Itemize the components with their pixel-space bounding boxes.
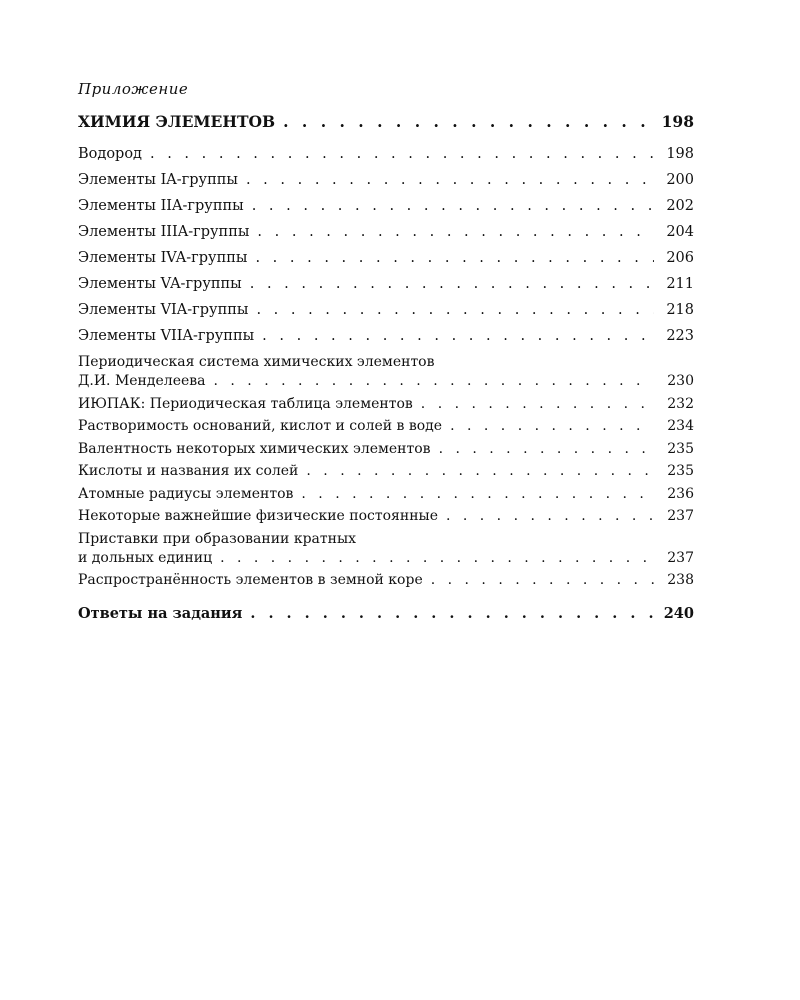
toc-page-number: 211 (666, 276, 694, 292)
toc-page-number: 202 (666, 198, 694, 214)
toc-page-number: 234 (667, 418, 694, 434)
toc-entry-crust-abundance[interactable] (78, 572, 694, 595)
toc-title: Распространённость элементов в земной коре (78, 572, 423, 588)
dot-leader (306, 463, 654, 479)
toc-entry-answers[interactable] (78, 605, 694, 631)
dot-leader (220, 550, 654, 566)
toc-title: Кислоты и названия их солей (78, 463, 299, 479)
toc-page-number: 218 (666, 302, 694, 318)
dot-leader (150, 146, 654, 162)
table-of-contents (78, 80, 694, 631)
toc-entry-unit-prefixes[interactable] (78, 550, 694, 573)
toc-main-chapter[interactable] (78, 112, 694, 138)
section-label: Приложение (78, 80, 189, 98)
dot-leader (439, 441, 654, 457)
toc-page-number: 204 (666, 224, 694, 240)
toc-title: Элементы IVA-группы (78, 250, 248, 266)
toc-page-number: 206 (666, 250, 694, 266)
toc-entry-acids-salts[interactable] (78, 463, 694, 486)
toc-entry-group-iiia[interactable] (78, 224, 694, 250)
toc-title: Водород (78, 146, 142, 162)
toc-page-number: 238 (667, 572, 694, 588)
toc-page-number: 237 (667, 508, 694, 524)
toc-entry-group-va[interactable] (78, 276, 694, 302)
toc-title: Элементы VA-группы (78, 276, 242, 292)
toc-title: Растворимость оснований, кислот и солей в воде (78, 418, 443, 434)
toc-page-number: 198 (661, 112, 694, 131)
dot-leader (250, 605, 654, 622)
toc-title: Атомные радиусы элементов (78, 485, 294, 502)
toc-entry-hydrogen[interactable] (78, 146, 694, 172)
dot-leader (257, 224, 654, 240)
toc-title: Элементы IIA-группы (78, 198, 244, 214)
dot-leader (262, 328, 654, 344)
toc-title: Элементы VIIA-группы (78, 328, 255, 344)
dot-leader (450, 418, 654, 434)
toc-page-number: 236 (667, 485, 694, 502)
toc-entry-group-iva[interactable] (78, 250, 694, 276)
toc-entry-valence[interactable] (78, 441, 694, 464)
toc-entry-atomic-radii[interactable] (78, 486, 694, 509)
toc-title: Элементы IIIA-группы (78, 224, 250, 240)
toc-entry-line1: Периодическая система химических элементов (78, 354, 435, 370)
toc-entry-line1: Приставки при образовании кратных (78, 530, 356, 547)
toc-page-number: 232 (667, 395, 694, 412)
dot-leader (431, 572, 654, 588)
dot-leader (252, 198, 654, 214)
toc-entry-physical-constants[interactable] (78, 508, 694, 531)
toc-page-number: 223 (666, 328, 694, 344)
toc-title: и дольных единиц (78, 549, 213, 566)
toc-title: Валентность некоторых химических элементов (78, 440, 431, 457)
toc-title: Элементы VIA-группы (78, 302, 249, 318)
toc-title: ИЮПАК: Периодическая таблица элементов (78, 395, 413, 412)
dot-leader (421, 396, 654, 412)
toc-entry-group-ia[interactable] (78, 172, 694, 198)
toc-page-number: 237 (667, 549, 694, 566)
toc-title: Ответы на задания (78, 604, 243, 622)
toc-page-number: 200 (666, 172, 694, 188)
toc-title: Элементы IA-группы (78, 172, 238, 188)
toc-entry-iupac-table[interactable] (78, 396, 694, 419)
toc-entry-group-viia[interactable] (78, 328, 694, 354)
dot-leader (250, 276, 654, 292)
dot-leader (214, 373, 655, 389)
dot-leader (255, 250, 654, 266)
dot-leader (446, 508, 654, 524)
toc-page-number: 235 (667, 440, 694, 457)
toc-title: Некоторые важнейшие физические постоянные (78, 508, 438, 524)
toc-page-number: 198 (666, 146, 694, 162)
toc-entry-group-iia[interactable] (78, 198, 694, 224)
toc-page-number: 235 (667, 463, 694, 479)
toc-title: ХИМИЯ ЭЛЕМЕНТОВ (78, 112, 276, 131)
toc-entry-periodic-system[interactable] (78, 373, 694, 396)
toc-page-number: 230 (667, 373, 694, 389)
toc-entry-group-via[interactable] (78, 302, 694, 328)
toc-page-number: 240 (663, 604, 694, 622)
dot-leader (256, 302, 654, 318)
toc-entry-solubility[interactable] (78, 418, 694, 441)
dot-leader (246, 172, 654, 188)
toc-title: Д.И. Менделеева (78, 373, 206, 389)
dot-leader (283, 112, 654, 131)
dot-leader (301, 486, 654, 502)
